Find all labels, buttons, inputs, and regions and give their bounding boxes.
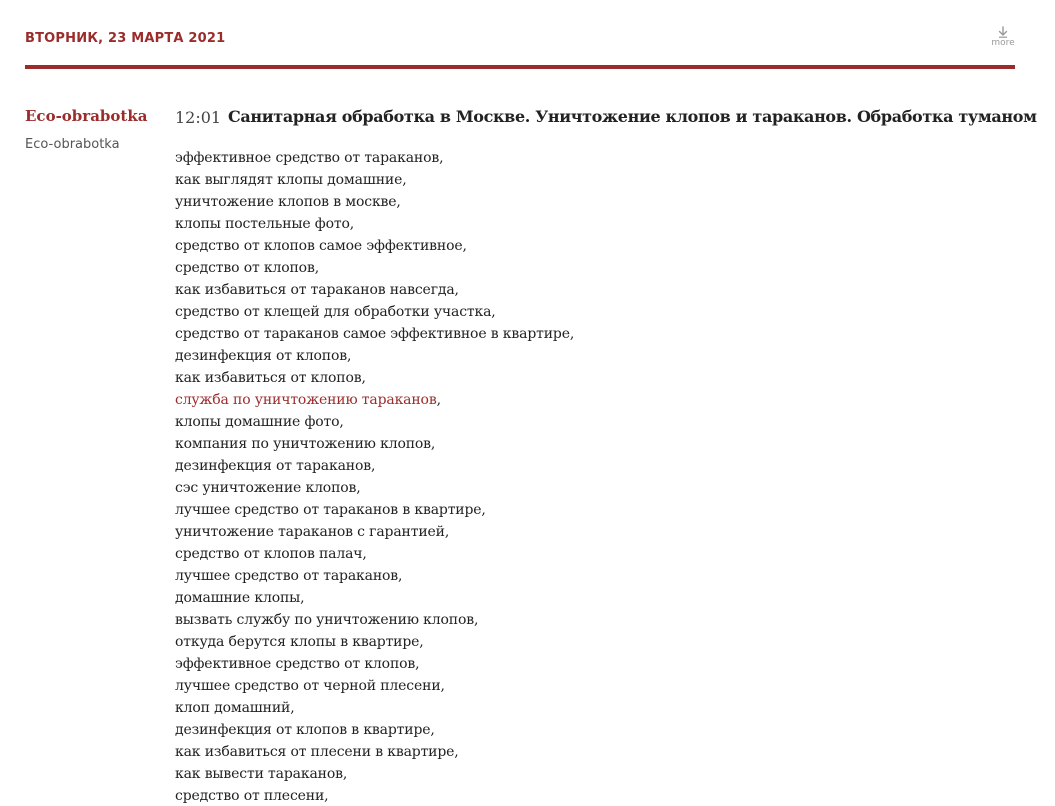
post-line: средство от клопов самое эффективное,: [175, 238, 467, 254]
more-button[interactable]: [988, 26, 1018, 50]
post-line: дезинфекция от клопов,: [175, 348, 352, 364]
post-line: дезинфекция от тараканов,: [175, 458, 376, 474]
post-title: Санитарная обработка в Москве. Уничтожение клопов и тараканов. Обработка туманом: [228, 107, 1037, 126]
post-line: [175, 389, 975, 411]
post-line: как избавиться от клопов,: [175, 370, 366, 386]
post-line: как выглядят клопы домашние,: [175, 172, 407, 188]
post-line: эффективное средство от тараканов,: [175, 150, 444, 166]
author-name-link[interactable]: Eco-obrabotka: [25, 107, 148, 125]
post-line-link[interactable]: служба по уничтожению тараканов: [175, 392, 437, 408]
post-line: средство от клопов палач,: [175, 546, 367, 562]
author-subtitle: Eco-obrabotka: [25, 137, 120, 152]
header-divider: [25, 65, 1015, 69]
post-line: клоп домашний,: [175, 700, 295, 716]
post-line: сэс уничтожение клопов,: [175, 480, 361, 496]
post-line: средство от плесени,: [175, 788, 329, 804]
post-line: клопы постельные фото,: [175, 216, 355, 232]
post-line: домашние клопы,: [175, 590, 305, 606]
post-line: как избавиться от тараканов навсегда,: [175, 282, 459, 298]
post-line: как избавиться от плесени в квартире,: [175, 744, 459, 760]
post-line: эффективное средство от клопов,: [175, 656, 420, 672]
post-line: лучшее средство от тараканов в квартире,: [175, 502, 486, 518]
download-arrow-icon: [997, 26, 1009, 38]
post-line-suffix: ,: [436, 392, 441, 408]
post-line: уничтожение тараканов с гарантией,: [175, 524, 450, 540]
post-line: как вывести тараканов,: [175, 766, 348, 782]
post-body: [175, 147, 975, 806]
post-date-header: ВТОРНИК, 23 МАРТА 2021: [25, 31, 226, 46]
post-line: средство от клопов,: [175, 260, 319, 276]
post-line: клопы домашние фото,: [175, 414, 344, 430]
post-line: уничтожение клопов в москве,: [175, 194, 401, 210]
post-time: 12:01: [175, 108, 222, 127]
post-line: вызвать службу по уничтожению клопов,: [175, 612, 479, 628]
post-line: компания по уничтожению клопов,: [175, 436, 436, 452]
post-line: лучшее средство от тараканов,: [175, 568, 403, 584]
post-line: средство от клещей для обработки участка,: [175, 304, 496, 320]
post-line: откуда берутся клопы в квартире,: [175, 634, 424, 650]
post-line: лучшее средство от черной плесени,: [175, 678, 445, 694]
more-label: more: [991, 38, 1015, 48]
post-line: средство от тараканов самое эффективное в квартире,: [175, 326, 575, 342]
post-line: дезинфекция от клопов в квартире,: [175, 722, 435, 738]
